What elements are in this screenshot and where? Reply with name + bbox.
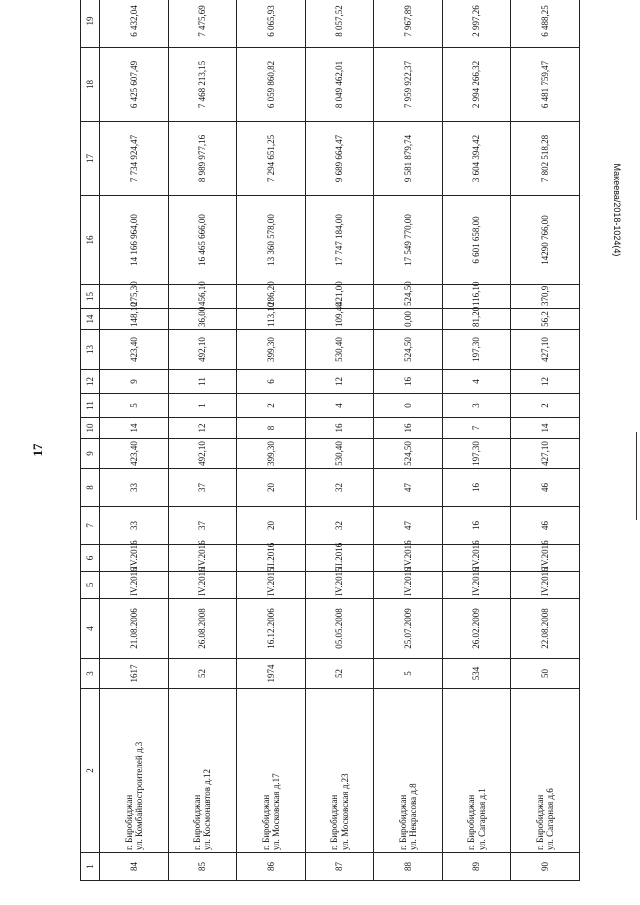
value-cell-c17: 8 989 977,16 — [168, 122, 237, 196]
value-cell-c15: 421,00 — [305, 285, 374, 309]
address-street: ул. Московская д.23 — [339, 773, 350, 850]
value-cell-c9: 492,10 — [168, 439, 237, 469]
value-cell-c9: 423,40 — [100, 439, 169, 469]
address-street: ул. Космонавтов д.12 — [202, 768, 213, 850]
value-cell-c8: 37 — [168, 469, 237, 507]
column-number: 6 — [81, 545, 100, 572]
address-street: ул. Сагарная д.6 — [545, 788, 556, 850]
value-cell-c16: 17 549 770,00 — [374, 196, 443, 285]
value-cell-c12: 11 — [168, 370, 237, 394]
value-cell-c12: 4 — [442, 370, 511, 394]
value-cell-c18: 7 468 213,15 — [168, 48, 237, 122]
value-cell-c13: 492,10 — [168, 330, 237, 370]
column-number: 4 — [81, 599, 100, 659]
table-row — [305, 0, 374, 881]
value-cell-c8: 47 — [374, 469, 443, 507]
value-cell-c9: 197,30 — [442, 439, 511, 469]
margin-divider — [636, 432, 637, 520]
value-cell-c10: 8 — [237, 418, 306, 439]
column-number: 15 — [81, 285, 100, 309]
value-cell-c8: 32 — [305, 469, 374, 507]
value-cell-c16: 14 166 964,00 — [100, 196, 169, 285]
value-cell-c3: 52 — [305, 659, 374, 689]
value-cell-c16: 13 360 578,00 — [237, 196, 306, 285]
address-street: ул. Сагарная д.1 — [476, 788, 487, 850]
address-city: г. Биробиджан — [192, 794, 203, 850]
column-number: 10 — [81, 418, 100, 439]
value-cell-c6: IV.2016 — [511, 545, 580, 572]
value-cell-c19: 6 432,04 — [100, 0, 169, 48]
page-number: 17 — [30, 443, 45, 457]
value-cell-c6: IV.2016 — [168, 545, 237, 572]
value-cell-c9: 524,50 — [374, 439, 443, 469]
address-cell — [100, 689, 169, 853]
address-street: ул. Комбайностроителей д.3 — [133, 741, 144, 850]
value-cell-c13: 399,30 — [237, 330, 306, 370]
value-cell-c14: 56,2 — [511, 309, 580, 330]
column-number-row — [81, 0, 100, 881]
value-cell-c16: 6 601 658,00 — [442, 196, 511, 285]
value-cell-c18: 2 994 266,32 — [442, 48, 511, 122]
value-cell-c6: II.2016 — [237, 545, 306, 572]
value-cell-c9: 399,30 — [237, 439, 306, 469]
value-cell-c3: 50 — [511, 659, 580, 689]
value-cell-c17: 7 802 518,28 — [511, 122, 580, 196]
buildings-table — [80, 0, 580, 881]
value-cell-c7: 32 — [305, 507, 374, 545]
value-cell-c15: 456,10 — [168, 285, 237, 309]
value-cell-c10: 14 — [100, 418, 169, 439]
address-city: г. Биробиджан — [260, 794, 271, 850]
value-cell-c17: 9 689 664,47 — [305, 122, 374, 196]
value-cell-c8: 16 — [442, 469, 511, 507]
value-cell-c15: 524,50 — [374, 285, 443, 309]
table-row — [168, 0, 237, 881]
value-cell-c18: 6 481 759,47 — [511, 48, 580, 122]
value-cell-c19: 6 488,25 — [511, 0, 580, 48]
column-number: 13 — [81, 330, 100, 370]
table-row — [511, 0, 580, 881]
row-number-cell: 85 — [168, 853, 237, 881]
address-cell — [511, 689, 580, 853]
value-cell-c4: 22.08.2008 — [511, 599, 580, 659]
row-number-cell: 88 — [374, 853, 443, 881]
value-cell-c3: 5 — [374, 659, 443, 689]
value-cell-c18: 6 425 607,49 — [100, 48, 169, 122]
value-cell-c10: 14 — [511, 418, 580, 439]
table-row — [374, 0, 443, 881]
address-cell — [305, 689, 374, 853]
column-number: 17 — [81, 122, 100, 196]
value-cell-c11: 2 — [237, 394, 306, 418]
value-cell-c7: 46 — [511, 507, 580, 545]
value-cell-c9: 427,10 — [511, 439, 580, 469]
row-number-cell: 84 — [100, 853, 169, 881]
value-cell-c10: 16 — [305, 418, 374, 439]
value-cell-c7: 33 — [100, 507, 169, 545]
value-cell-c11: 2 — [511, 394, 580, 418]
value-cell-c19: 8 057,52 — [305, 0, 374, 48]
value-cell-c5: IV.2016 — [442, 572, 511, 599]
value-cell-c10: 7 — [442, 418, 511, 439]
value-cell-c3: 1617 — [100, 659, 169, 689]
value-cell-c9: 530,40 — [305, 439, 374, 469]
value-cell-c5: IV.2015 — [237, 572, 306, 599]
address-city: г. Биробиджан — [123, 794, 134, 850]
column-number: 11 — [81, 394, 100, 418]
value-cell-c12: 16 — [374, 370, 443, 394]
value-cell-c11: 4 — [305, 394, 374, 418]
column-number: 7 — [81, 507, 100, 545]
value-cell-c11: 1 — [168, 394, 237, 418]
value-cell-c3: 52 — [168, 659, 237, 689]
value-cell-c11: 5 — [100, 394, 169, 418]
value-cell-c4: 21.08.2006 — [100, 599, 169, 659]
value-cell-c12: 12 — [305, 370, 374, 394]
address-cell — [442, 689, 511, 853]
value-cell-c5: IV.2016 — [511, 572, 580, 599]
table-row — [442, 0, 511, 881]
value-cell-c12: 12 — [511, 370, 580, 394]
address-city: г. Биробиджан — [329, 794, 340, 850]
value-cell-c19: 2 997,26 — [442, 0, 511, 48]
value-cell-c3: 1974 — [237, 659, 306, 689]
value-cell-c7: 47 — [374, 507, 443, 545]
value-cell-c5: IV.2016 — [100, 572, 169, 599]
value-cell-c18: 6 059 860,82 — [237, 48, 306, 122]
value-cell-c5: IV.2016 — [168, 572, 237, 599]
address-cell — [374, 689, 443, 853]
address-cell — [237, 689, 306, 853]
value-cell-c14: 0,00 — [374, 309, 443, 330]
address-city: г. Биробиджан — [397, 794, 408, 850]
value-cell-c7: 37 — [168, 507, 237, 545]
value-cell-c17: 3 604 394,42 — [442, 122, 511, 196]
value-cell-c11: 3 — [442, 394, 511, 418]
table-row — [237, 0, 306, 881]
value-cell-c17: 9 581 879,74 — [374, 122, 443, 196]
row-number-cell: 86 — [237, 853, 306, 881]
value-cell-c5: IV.2015 — [305, 572, 374, 599]
value-cell-c13: 524,50 — [374, 330, 443, 370]
value-cell-c8: 46 — [511, 469, 580, 507]
value-cell-c15: 275,30 — [100, 285, 169, 309]
value-cell-c6: II.2016 — [305, 545, 374, 572]
value-cell-c11: 0 — [374, 394, 443, 418]
value-cell-c7: 20 — [237, 507, 306, 545]
value-cell-c16: 14290 766,00 — [511, 196, 580, 285]
column-number: 14 — [81, 309, 100, 330]
column-number: 12 — [81, 370, 100, 394]
table-frame — [80, 5, 580, 881]
row-number-cell: 89 — [442, 853, 511, 881]
value-cell-c10: 16 — [374, 418, 443, 439]
address-street: ул. Московская д.17 — [271, 773, 281, 850]
value-cell-c12: 6 — [237, 370, 306, 394]
address-street: ул. Некрасова д.8 — [408, 783, 419, 850]
value-cell-c15: 286,20 — [237, 285, 306, 309]
value-cell-c15: 370,9 — [511, 285, 580, 309]
value-cell-c4: 05.05.2008 — [305, 599, 374, 659]
value-cell-c15: 116,10 — [442, 285, 511, 309]
column-number: 19 — [81, 0, 100, 48]
value-cell-c10: 12 — [168, 418, 237, 439]
table-row — [100, 0, 169, 881]
value-cell-c17: 7 734 924,47 — [100, 122, 169, 196]
value-cell-c8: 33 — [100, 469, 169, 507]
value-cell-c14: 113,10 — [237, 309, 306, 330]
value-cell-c17: 7 294 651,25 — [237, 122, 306, 196]
column-number: 5 — [81, 572, 100, 599]
value-cell-c12: 9 — [100, 370, 169, 394]
address-city: г. Биробиджан — [466, 794, 477, 850]
value-cell-c14: 36,00 — [168, 309, 237, 330]
value-cell-c14: 109,40 — [305, 309, 374, 330]
value-cell-c3: 534 — [442, 659, 511, 689]
column-number: 9 — [81, 439, 100, 469]
value-cell-c6: IV.2016 — [374, 545, 443, 572]
value-cell-c4: 26.08.2008 — [168, 599, 237, 659]
value-cell-c14: 81,20 — [442, 309, 511, 330]
address-city: г. Биробиджан — [534, 794, 545, 850]
row-number-cell: 90 — [511, 853, 580, 881]
column-number: 8 — [81, 469, 100, 507]
column-number: 1 — [81, 853, 100, 881]
value-cell-c19: 7 967,89 — [374, 0, 443, 48]
value-cell-c14: 148,10 — [100, 309, 169, 330]
value-cell-c16: 16 465 666,00 — [168, 196, 237, 285]
value-cell-c7: 16 — [442, 507, 511, 545]
value-cell-c19: 7 475,69 — [168, 0, 237, 48]
value-cell-c4: 16.12.2006 — [237, 599, 306, 659]
value-cell-c16: 17 747 184,00 — [305, 196, 374, 285]
column-number: 3 — [81, 659, 100, 689]
column-number: 18 — [81, 48, 100, 122]
value-cell-c19: 6 065,93 — [237, 0, 306, 48]
value-cell-c13: 530,40 — [305, 330, 374, 370]
value-cell-c5: IV.2016 — [374, 572, 443, 599]
value-cell-c6: IV.2016 — [442, 545, 511, 572]
value-cell-c13: 427,10 — [511, 330, 580, 370]
column-number: 16 — [81, 196, 100, 285]
column-number: 2 — [81, 689, 100, 853]
value-cell-c13: 423,40 — [100, 330, 169, 370]
address-cell — [168, 689, 237, 853]
value-cell-c13: 197,30 — [442, 330, 511, 370]
value-cell-c18: 7 959 922,37 — [374, 48, 443, 122]
value-cell-c6: IV.2016 — [100, 545, 169, 572]
row-number-cell: 87 — [305, 853, 374, 881]
value-cell-c4: 26.02.2009 — [442, 599, 511, 659]
value-cell-c18: 8 049 462,01 — [305, 48, 374, 122]
value-cell-c8: 20 — [237, 469, 306, 507]
document-reference: Макеева/2018-1024(4) — [612, 163, 622, 257]
value-cell-c4: 25.07.2009 — [374, 599, 443, 659]
